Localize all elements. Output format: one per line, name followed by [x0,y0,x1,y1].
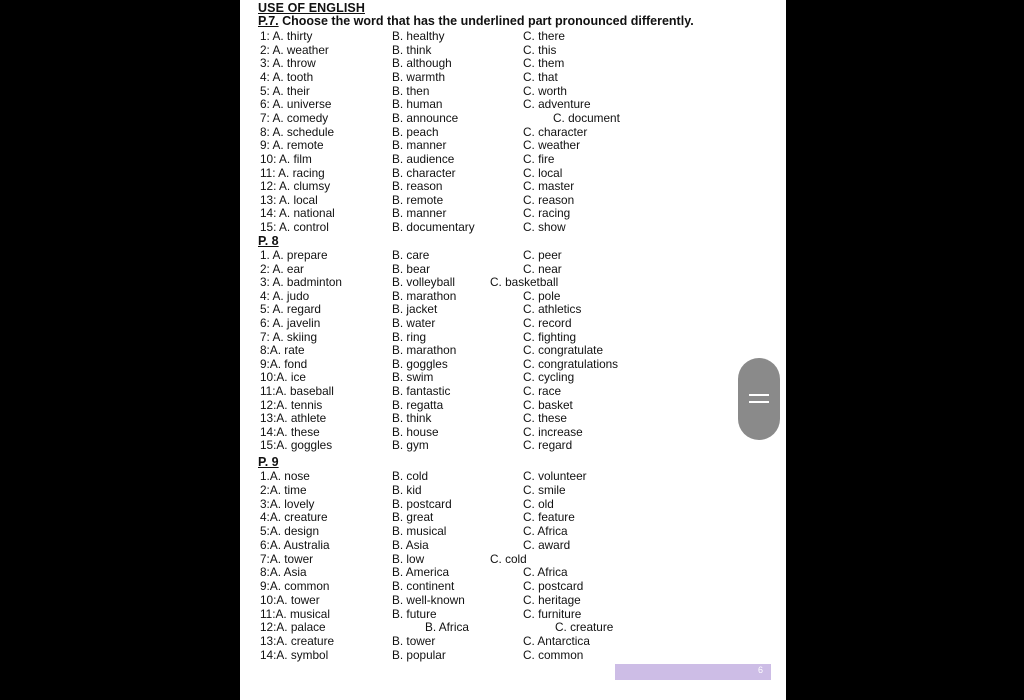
option-a: 4: A. judo [260,288,310,303]
option-a: 3:A. lovely [260,496,315,511]
option-c: C. master [523,179,575,194]
option-a: 2:A. time [260,482,307,497]
question-row [240,552,786,566]
option-c: C. basket [523,397,573,412]
option-c: C. reason [523,192,575,207]
option-a: 12: A. clumsy [260,179,331,194]
option-c: C. volunteer [523,469,587,483]
option-b: B. future [392,606,437,621]
option-b: B. although [392,56,452,71]
question-row [240,411,786,425]
option-b: B. kid [392,482,422,497]
option-b: B. jacket [392,302,438,317]
question-row [240,179,786,193]
option-b: B. swim [392,370,434,385]
option-a: 4:A. creature [260,510,328,525]
option-c: C. race [523,384,562,398]
question-row [240,84,786,98]
option-a: 9: A. remote [260,138,324,153]
option-b: B. America [392,565,450,580]
question-row [240,370,786,384]
option-b: B. human [392,97,443,112]
question-row [240,634,786,648]
option-c: C. Africa [523,524,568,538]
option-c: C. creature [555,620,614,635]
option-b: B. water [392,316,436,330]
option-b: B. marathon [392,343,457,358]
option-c: C. fighting [523,329,577,344]
option-b: B. character [392,165,456,180]
page-number: 6 [757,665,763,675]
question-row [240,29,786,43]
option-b: B. house [392,424,439,439]
question-row [240,398,786,412]
question-row [240,138,786,152]
option-c: C. character [523,124,588,139]
option-b: B. warmth [392,69,446,84]
option-c: C. increase [523,424,583,439]
question-row [240,302,786,316]
option-c: C. weather [523,138,581,153]
option-a: 10: A. film [260,151,312,166]
question-row [240,510,786,524]
option-a: 15:A. goggles [260,438,333,453]
option-c: C. document [553,110,620,125]
option-a: 5: A. their [260,83,310,98]
option-c: C. postcard [523,579,584,593]
question-row [240,206,786,220]
question-row [240,565,786,579]
option-b: B. documentary [392,220,475,235]
option-a: 12:A. palace [260,620,326,635]
option-c: C. worth [523,83,567,98]
option-b: B. postcard [392,496,452,511]
option-c: C. racing [523,206,571,221]
question-row [240,357,786,371]
option-c: C. congratulate [523,343,604,358]
option-a: 7: A. comedy [260,110,329,125]
option-c: C. regard [523,438,573,453]
instruction-label: P.7. [258,14,279,28]
option-b: B. then [392,83,430,98]
option-a: 9:A. fond [260,356,308,371]
option-a: 4: A. tooth [260,69,314,84]
question-row [240,289,786,303]
option-b: B. volleyball [392,275,455,290]
question-row [240,248,786,262]
option-a: 8:A. Asia [260,565,307,580]
option-a: 3: A. badminton [260,275,342,290]
option-c: C. this [523,42,557,57]
option-c: C. them [523,56,565,71]
question-row [240,620,786,634]
option-b: B. reason [392,179,443,194]
option-a: 8: A. schedule [260,124,335,139]
option-b: B. musical [392,524,447,538]
option-c: C. award [523,537,571,552]
option-c: C. congratulations [523,356,619,371]
option-c: C. cold [490,551,527,566]
option-a: 15: A. control [260,220,329,235]
option-b: B. bear [392,261,431,276]
question-row [240,262,786,276]
option-a: 9:A. common [260,579,330,593]
option-c: C. heritage [523,592,581,607]
question-row [240,607,786,621]
option-a: 11:A. baseball [260,384,334,398]
question-row [240,125,786,139]
question-row [240,70,786,84]
option-b: B. care [392,248,430,262]
option-c: C. old [523,496,554,511]
question-row [240,648,786,662]
option-a: 11: A. racing [260,165,325,180]
section-heading: P. 9 [258,455,279,469]
question-row [240,166,786,180]
option-a: 6:A. Australia [260,537,330,552]
question-row [240,316,786,330]
document-title: USE OF ENGLISH [258,1,365,15]
option-b: B. audience [392,151,455,166]
question-row [240,469,786,483]
question-row [240,97,786,111]
question-row [240,524,786,538]
drag-handle-icon [749,401,769,403]
question-row [240,384,786,398]
question-row [240,593,786,607]
option-a: 2: A. weather [260,42,329,57]
option-c: C. common [523,647,584,662]
option-a: 11:A. musical [260,606,330,621]
option-c: C. record [523,316,572,330]
question-row [240,152,786,166]
option-b: B. great [392,510,434,525]
option-b: B. tower [392,634,436,648]
option-c: C. local [523,165,563,180]
question-row [240,275,786,289]
option-b: B. gym [392,438,429,453]
option-b: B. popular [392,647,446,662]
option-b: B. think [392,411,432,426]
option-c: C. fire [523,151,555,166]
option-b: B. Africa [425,620,469,635]
option-a: 13:A. creature [260,634,335,648]
option-c: C. that [523,69,558,84]
option-b: B. remote [392,192,444,207]
option-b: B. announce [392,110,459,125]
option-a: 12:A. tennis [260,397,323,412]
option-a: 1.A. nose [260,469,310,483]
option-a: 6: A. universe [260,97,332,112]
option-c: C. athletics [523,302,582,317]
option-c: C. basketball [490,275,559,290]
question-row [240,343,786,357]
option-b: B. marathon [392,288,457,303]
option-b: B. manner [392,206,447,221]
instruction [258,14,694,28]
option-b: B. ring [392,329,427,344]
option-a: 7:A. tower [260,551,314,566]
option-a: 1. A. prepare [260,248,328,262]
option-c: C. smile [523,482,566,497]
question-row [240,538,786,552]
option-b: B. peach [392,124,439,139]
question-row [240,425,786,439]
option-c: C. adventure [523,97,591,112]
option-b: B. manner [392,138,447,153]
option-a: 7: A. skiing [260,329,318,344]
instruction-text: Choose the word that has the underlined part pronounced differently. [278,14,694,28]
question-row [240,111,786,125]
option-b: B. low [392,551,425,566]
option-c: C. pole [523,288,561,303]
option-a: 1: A. thirty [260,29,313,43]
question-row [240,43,786,57]
section-heading: P. 8 [258,234,279,248]
question-row [240,193,786,207]
option-b: B. well-known [392,592,465,607]
option-b: B. Asia [392,537,429,552]
option-a: 10:A. ice [260,370,306,385]
option-a: 13:A. athlete [260,411,327,426]
option-c: C. peer [523,248,562,262]
option-a: 14:A. symbol [260,647,329,662]
question-row [240,438,786,452]
question-row [240,497,786,511]
option-a: 14: A. national [260,206,335,221]
option-c: C. Antarctica [523,634,590,648]
option-b: B. continent [392,579,455,593]
option-c: C. show [523,220,566,235]
option-a: 13: A. local [260,192,318,207]
option-b: B. healthy [392,29,445,43]
question-row [240,330,786,344]
question-row [240,579,786,593]
option-b: B. regatta [392,397,444,412]
option-c: C. feature [523,510,575,525]
option-a: 8:A. rate [260,343,305,358]
footer-bar [615,664,771,680]
option-a: 3: A. throw [260,56,316,71]
option-a: 10:A. tower [260,592,320,607]
question-row [240,220,786,234]
option-c: C. there [523,29,565,43]
worksheet-page [240,0,786,700]
option-c: C. furniture [523,606,582,621]
option-c: C. cycling [523,370,575,385]
option-a: 2: A. ear [260,261,304,276]
option-a: 6: A. javelin [260,316,321,330]
option-a: 5: A. regard [260,302,321,317]
option-b: B. think [392,42,432,57]
scroll-handle[interactable] [738,358,780,440]
option-b: B. goggles [392,356,448,371]
option-c: C. these [523,411,567,426]
option-c: C. Africa [523,565,568,580]
question-row [240,56,786,70]
option-c: C. near [523,261,562,276]
option-a: 5:A. design [260,524,320,538]
option-b: B. fantastic [392,384,451,398]
option-a: 14:A. these [260,424,320,439]
question-row [240,483,786,497]
drag-handle-icon [749,394,769,396]
option-b: B. cold [392,469,429,483]
